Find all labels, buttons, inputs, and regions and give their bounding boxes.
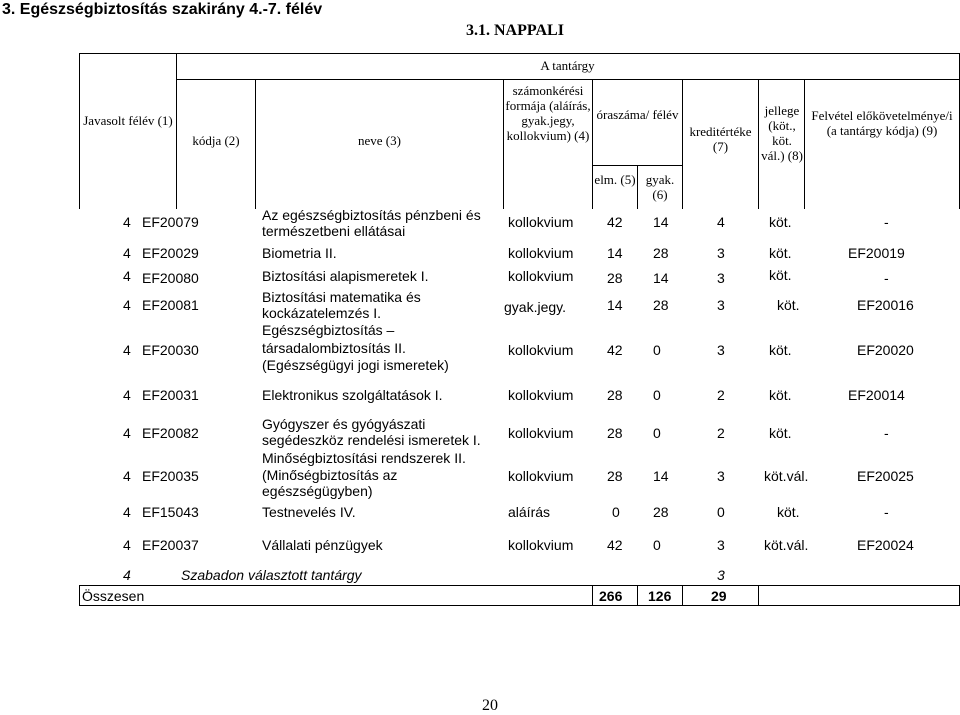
row-semester: 4	[123, 245, 131, 261]
row-lecture: 14	[607, 245, 623, 261]
total-divider	[682, 585, 683, 606]
row-semester: 4	[123, 504, 131, 520]
total-credit: 29	[711, 588, 727, 604]
row-name: Vállalati pénzügyek	[262, 537, 383, 553]
row-semester: 4	[123, 342, 131, 358]
row-prereq: -	[884, 504, 889, 520]
row-name: Az egészségbiztosítás pénzbeni és természetbeni ellátásai	[262, 207, 481, 239]
row-type: köt.	[769, 267, 792, 283]
row-credit: 3	[717, 270, 725, 286]
total-divider	[637, 585, 638, 606]
header-group-rule	[176, 79, 960, 80]
header-top-rule	[79, 53, 960, 54]
row-practice: 0	[653, 425, 661, 441]
header-divider	[176, 53, 177, 209]
header-semester: Javasolt félév (1)	[83, 113, 173, 128]
row-credit: 0	[717, 504, 725, 520]
total-left-border	[79, 585, 80, 606]
row-credit: 3	[717, 468, 725, 484]
row-practice: 14	[653, 270, 669, 286]
row-code: EF20082	[142, 425, 199, 441]
row-type: köt.	[769, 245, 792, 261]
header-prereq: Felvétel előkövetelménye/i (a tantárgy kódja) (9)	[811, 108, 953, 138]
header-divider	[804, 79, 805, 209]
row-name: Biztosítási alapismeretek I.	[262, 268, 429, 284]
row-exam: kollokvium	[508, 214, 574, 230]
header-code: kódja (2)	[192, 133, 240, 148]
row-prereq: EF20014	[848, 387, 905, 403]
page-number: 20	[482, 697, 498, 714]
row-name: Elektronikus szolgáltatások I.	[262, 387, 443, 403]
row-semester: 4	[123, 425, 131, 441]
row-name: Gyógyszer és gyógyászati segédeszköz rendelési ismeretek I.	[262, 416, 481, 448]
row-prereq: EF20020	[857, 342, 914, 358]
row-type: köt.	[769, 425, 792, 441]
row-name: Biztosítási matematika és kockázatelemzés I.	[262, 289, 421, 321]
row-lecture: 28	[607, 270, 623, 286]
row-exam: kollokvium	[508, 537, 574, 553]
row-credit: 3	[717, 297, 725, 313]
row-type: köt.	[777, 504, 800, 520]
row-code: EF20031	[142, 387, 199, 403]
row-type: köt.	[769, 342, 792, 358]
row-exam: kollokvium	[508, 387, 574, 403]
row-credit: 3	[717, 245, 725, 261]
total-bottom-rule	[79, 605, 960, 606]
header-left-border	[79, 53, 80, 209]
row-code: EF20081	[142, 297, 199, 313]
row-lecture: 28	[607, 387, 623, 403]
header-group: A tantárgy	[540, 58, 595, 73]
row-prereq: -	[884, 270, 889, 286]
row-lecture: 42	[607, 342, 623, 358]
row-name: Minőségbiztosítási rendszerek II. (Minőségbiztosítás az egészségügyben)	[262, 450, 466, 499]
row-type: köt.vál.	[764, 468, 809, 484]
row-prereq: -	[884, 214, 889, 230]
row-semester: 4	[123, 268, 131, 284]
header-credit: kreditértéke (7)	[689, 124, 752, 154]
total-divider	[758, 585, 759, 606]
row-name: Biometria II.	[262, 245, 337, 261]
row-semester: 4	[123, 387, 131, 403]
header-divider	[758, 79, 759, 209]
row-prereq: EF20019	[848, 245, 905, 261]
row-code: EF20035	[142, 468, 199, 484]
row-prereq: -	[884, 425, 889, 441]
row-exam: kollokvium	[508, 342, 574, 358]
row-type: köt.vál.	[764, 537, 809, 553]
row-credit: 3	[717, 567, 725, 583]
row-exam: aláírás	[508, 504, 551, 520]
row-credit: 3	[717, 342, 725, 358]
header-type: jellege (köt., köt. vál.) (8)	[761, 103, 803, 163]
row-practice: 0	[653, 387, 661, 403]
total-practice: 126	[648, 588, 672, 604]
header-hours: óraszáma/ félév	[596, 107, 679, 122]
row-semester: 4	[123, 468, 131, 484]
row-type: köt.	[777, 297, 800, 313]
row-credit: 2	[717, 425, 725, 441]
row-type: köt.	[769, 387, 792, 403]
row-code: EF15043	[142, 504, 199, 520]
row-practice: 0	[653, 342, 661, 358]
total-label: Összesen	[82, 588, 145, 604]
section-title: 3. Egészségbiztosítás szakirány 4.-7. félév	[2, 1, 323, 18]
row-prereq: EF20024	[857, 537, 914, 553]
row-type: köt.	[769, 214, 792, 230]
row-exam: kollokvium	[508, 425, 574, 441]
row-credit: 3	[717, 537, 725, 553]
row-code: EF20030	[142, 342, 199, 358]
row-prereq: EF20016	[857, 297, 914, 313]
subtitle: 3.1. NAPPALI	[466, 22, 564, 39]
row-practice: 0	[653, 537, 661, 553]
row-name: Testnevelés IV.	[262, 504, 356, 520]
row-code: EF20037	[142, 537, 199, 553]
header-exam: számonkérési formája (aláírás, gyak.jegy, kollokvium) (4)	[505, 83, 591, 143]
header-divider	[592, 79, 593, 209]
row-exam: gyak.jegy.	[504, 299, 566, 315]
row-semester: 4	[123, 214, 131, 230]
row-prereq: EF20025	[857, 468, 914, 484]
header-lecture: elm. (5)	[594, 172, 636, 187]
row-semester: 4	[123, 297, 131, 313]
row-practice: 28	[653, 245, 669, 261]
row-lecture: 14	[607, 297, 623, 313]
total-lecture: 266	[599, 588, 623, 604]
row-lecture: 42	[607, 537, 623, 553]
row-lecture: 28	[607, 468, 623, 484]
total-top-rule	[79, 585, 960, 586]
row-name: Egészségbiztosítás – társadalombiztosítás II. (Egészségügyi jogi ismeretek)	[262, 322, 449, 373]
row-code: EF20029	[142, 245, 199, 261]
row-credit: 4	[717, 214, 725, 230]
row-lecture: 0	[612, 504, 620, 520]
row-lecture: 42	[607, 214, 623, 230]
row-exam: kollokvium	[508, 245, 574, 261]
row-exam: kollokvium	[508, 268, 574, 284]
row-practice: 28	[653, 504, 669, 520]
row-practice: 14	[653, 214, 669, 230]
row-practice: 14	[653, 468, 669, 484]
row-code: EF20079	[142, 214, 199, 230]
row-name: Szabadon választott tantárgy	[181, 567, 362, 583]
row-semester: 4	[123, 537, 131, 553]
row-semester: 4	[123, 567, 131, 583]
row-practice: 28	[653, 297, 669, 313]
row-lecture: 28	[607, 425, 623, 441]
header-practice: gyak. (6)	[645, 172, 675, 202]
row-exam: kollokvium	[508, 468, 574, 484]
row-code: EF20080	[142, 270, 199, 286]
total-divider	[592, 585, 593, 606]
header-name: neve (3)	[358, 133, 401, 148]
row-credit: 2	[717, 387, 725, 403]
